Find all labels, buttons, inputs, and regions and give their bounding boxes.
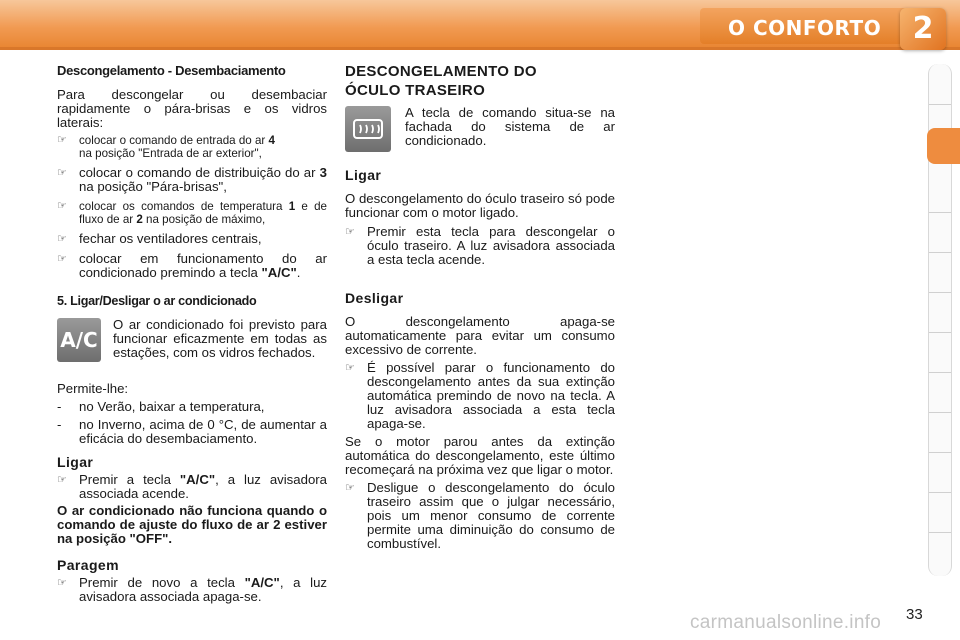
list-item: ☞ Premir de novo a tecla "A/C", a luz avisadora associada apaga-se. — [57, 575, 327, 604]
list-item: - no Inverno, acima de 0 °C, de aumentar a eficácia do desembaciamento. — [57, 417, 327, 446]
list-item: ☞ É possível parar o funcionamento do descongelamento antes da sua extinção automática premindo de novo na tecla. A luz avisadora associada a esta tecla apaga-se. — [345, 360, 615, 431]
chapter-title: O CONFORTO — [728, 16, 882, 40]
list-item: - no Verão, baixar a temperatura, — [57, 399, 265, 414]
ac-heading: 5. Ligar/Desligar o ar condicionado — [57, 294, 257, 308]
list-item: ☞ Premir a tecla "A/C", a luz avisadora associada acende. — [57, 472, 328, 501]
ligar-text: O descongelamento do óculo traseiro só pode funcionar com o motor ligado. — [345, 191, 615, 220]
paragem-title: Paragem — [57, 557, 119, 573]
permite-text: Permite-lhe: — [57, 381, 129, 396]
pointing-hand-icon: ☞ — [57, 200, 67, 212]
list-item: ☞ fechar os ventiladores centrais, — [57, 231, 262, 246]
intro-text: Para descongelar ou desembaciar rapidamente o pára-brisas e os vidros laterais: — [57, 87, 327, 130]
warning-text: O ar condicionado não funciona quando o comando de ajuste do fluxo de ar 2 estiver na posição "OFF". — [57, 503, 327, 546]
ligar-title: Ligar — [345, 167, 382, 183]
pointing-hand-icon: ☞ — [345, 362, 355, 374]
section-title: DESCONGELAMENTO DO ÓCULO TRASEIRO — [345, 63, 537, 99]
pointing-hand-icon: ☞ — [57, 134, 67, 146]
list-item: ☞ Premir esta tecla para descongelar o óculo traseiro. A luz avisadora associada a esta tecla acende. — [345, 224, 615, 267]
pointing-hand-icon: ☞ — [57, 577, 67, 589]
pointing-hand-icon: ☞ — [345, 482, 355, 494]
watermark: carmanualsonline.info — [690, 612, 882, 633]
pointing-hand-icon: ☞ — [57, 233, 67, 245]
column-defrost-demist — [57, 64, 327, 604]
desligar-text: O descongelamento apaga-se automaticamente para evitar um consumo excessivo de corrente. — [345, 314, 615, 357]
icon-description: A tecla de comando situa-se na fachada do sistema de ar condicionado. — [405, 105, 615, 148]
list-item: ☞ colocar o comando de entrada do ar 4 na posição "Entrada de ar exterior", — [57, 134, 275, 160]
ac-description: O ar condicionado foi previsto para funcionar eficazmente em todas as estações, com os vidros fechados. — [113, 317, 327, 360]
pointing-hand-icon: ☞ — [57, 253, 67, 265]
chapter-number-badge: 2 — [900, 8, 946, 50]
list-item: ☞ colocar em funcionamento do ar condicionado premindo a tecla "A/C". — [57, 251, 327, 280]
list-item: ☞ Desligue o descongelamento do óculo traseiro assim que o julgar necessário, pois um menor consumo de corrente permite uma diminuição do consumo de combustível. — [345, 480, 615, 551]
column-rear-window-defrost — [345, 62, 615, 551]
list-item: ☞ colocar os comandos de temperatura 1 e de fluxo de ar 2 na posição de máximo, — [57, 200, 327, 226]
ligar-title: Ligar — [57, 454, 94, 470]
pointing-hand-icon: ☞ — [57, 167, 67, 179]
rear-defrost-button-icon — [345, 106, 391, 152]
motor-text: Se o motor parou antes da extinção automática do descongelamento, este último recomeçará na próxima vez que ligar o motor. — [345, 434, 615, 477]
list-item: ☞ colocar o comando de distribuição do ar 3 na posição "Pára-brisas", — [57, 165, 327, 194]
ac-button-icon: A/C — [57, 318, 101, 362]
pointing-hand-icon: ☞ — [345, 226, 355, 238]
pointing-hand-icon: ☞ — [57, 474, 67, 486]
active-chapter-tab — [927, 128, 960, 164]
desligar-title: Desligar — [345, 290, 404, 306]
page-number: 33 — [906, 606, 923, 623]
section-title: Descongelamento - Desembaciamento — [57, 63, 286, 78]
